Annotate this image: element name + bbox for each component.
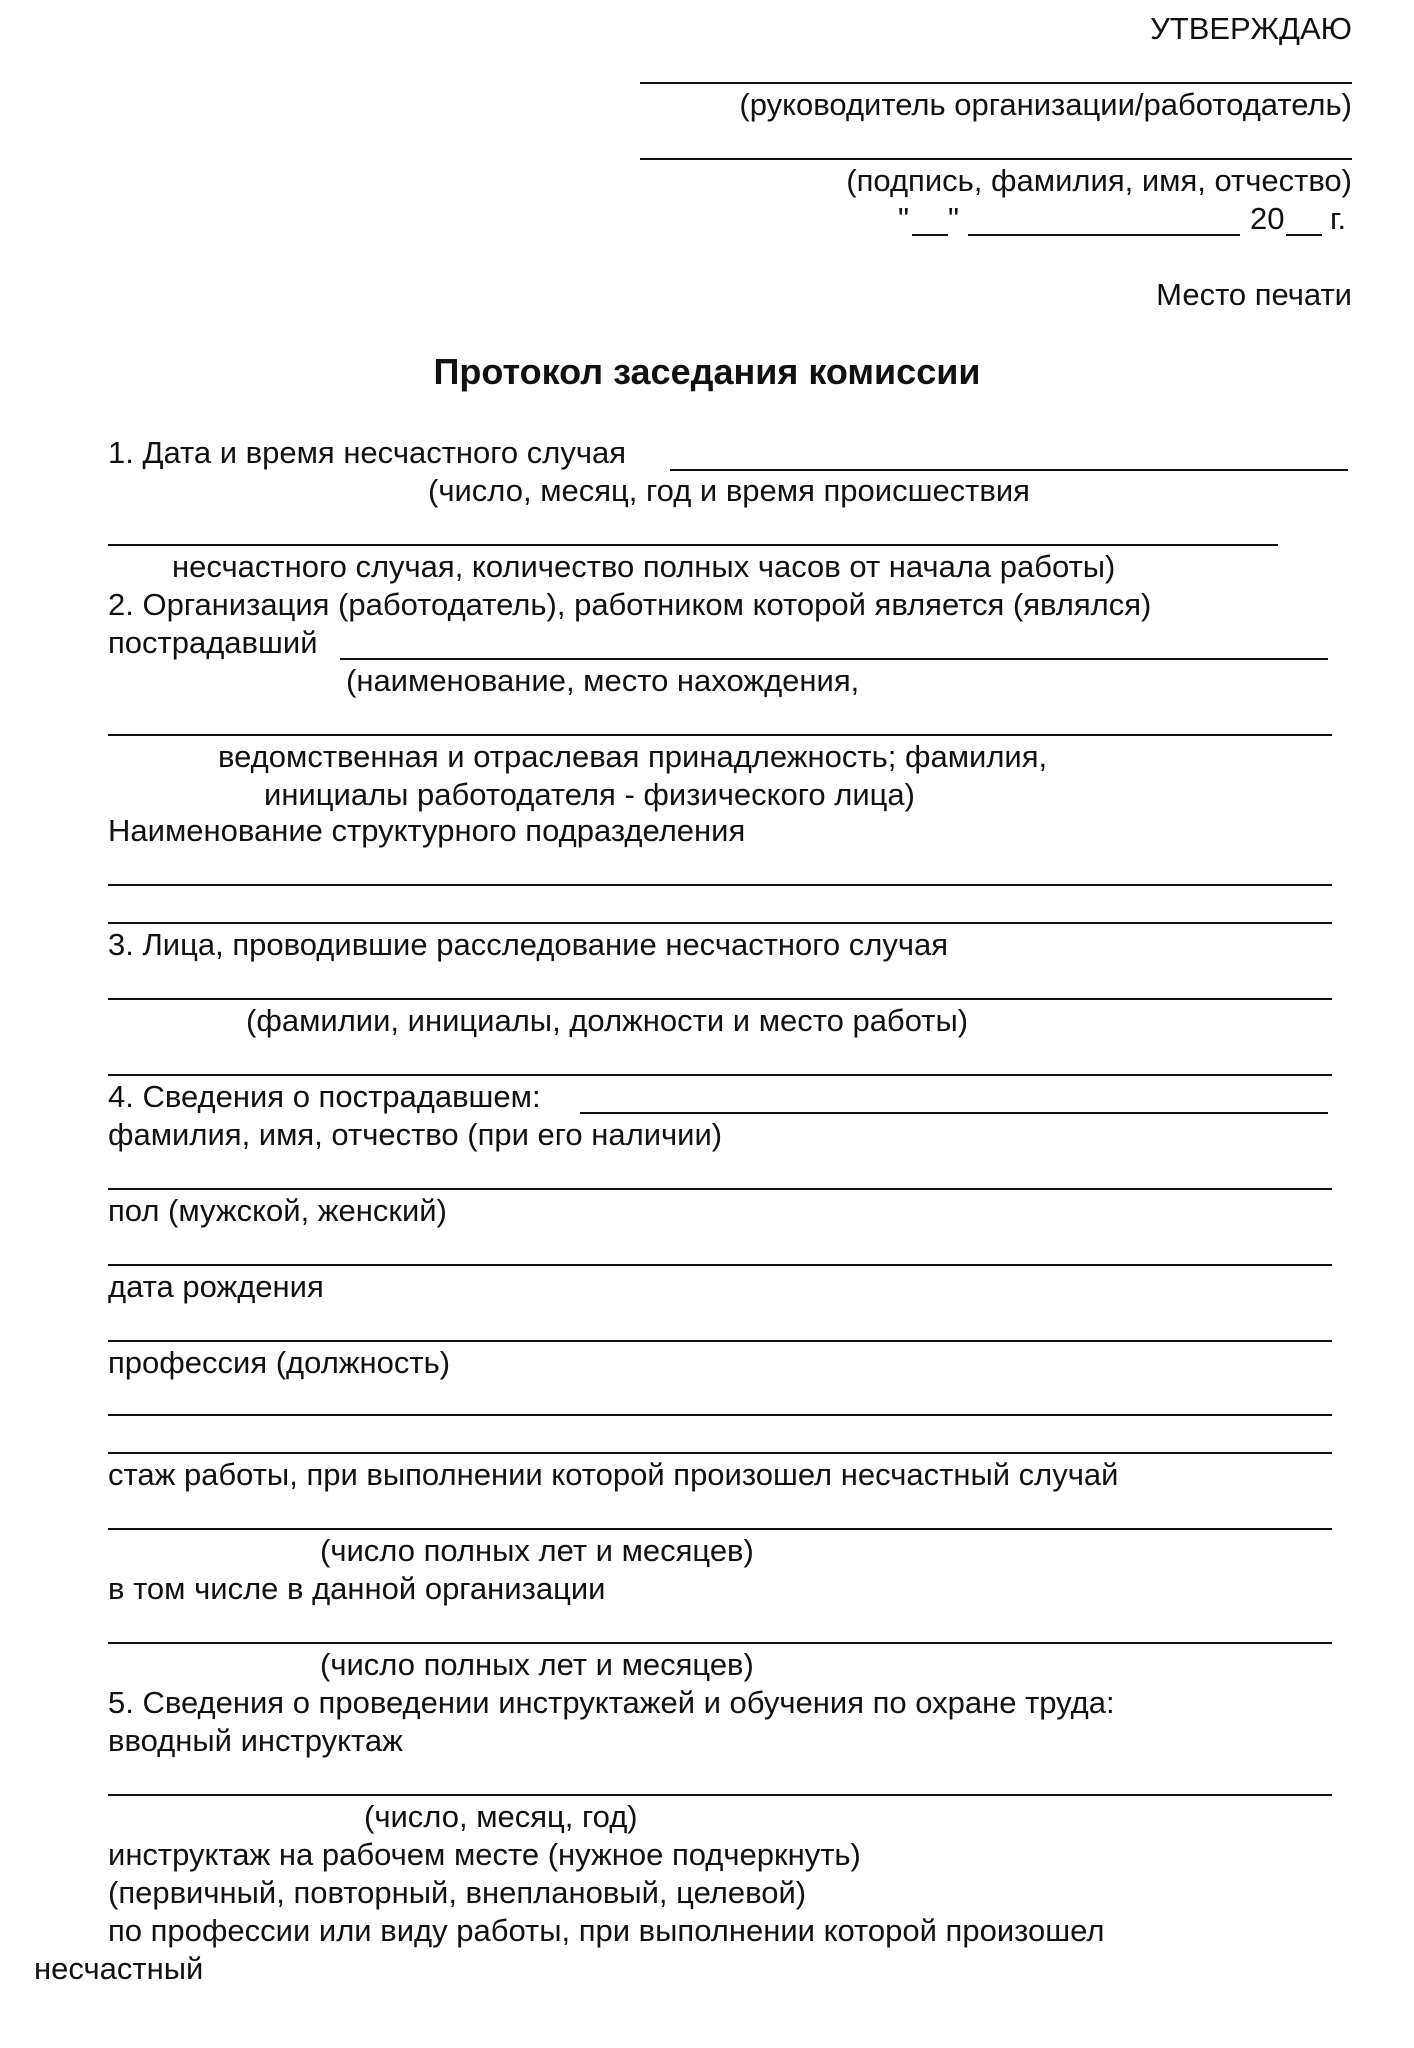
section-3-caption: (фамилии, инициалы, должности и место работы): [246, 1003, 969, 1038]
signature-caption: (подпись, фамилия, имя, отчество): [846, 163, 1352, 198]
date-open-quote: ": [898, 201, 910, 236]
victim-experience-field[interactable]: [108, 1528, 1332, 1530]
briefing-types: (первичный, повторный, внеплановый, целевой): [108, 1875, 807, 1910]
subdivision-field-2[interactable]: [108, 922, 1332, 924]
victim-birth-label: дата рождения: [108, 1269, 324, 1304]
investigators-field-2[interactable]: [108, 1074, 1332, 1076]
section-1-caption-2: несчастного случая, количество полных часов от начала работы): [172, 549, 1116, 584]
victim-birth-field[interactable]: [108, 1340, 1332, 1342]
victim-org-experience-label: в том числе в данной организации: [108, 1571, 606, 1606]
organization-field[interactable]: [340, 658, 1328, 660]
victim-fio-field[interactable]: [108, 1188, 1332, 1190]
date-suffix: г.: [1330, 201, 1347, 236]
investigators-field[interactable]: [108, 998, 1332, 1000]
section-2-label: 2. Организация (работодатель), работником которой является (являлся): [108, 587, 1152, 622]
date-close-quote: ": [948, 201, 960, 236]
date-year-field[interactable]: [1286, 234, 1322, 236]
approver-role-caption: (руководитель организации/работодатель): [739, 87, 1352, 122]
section-4-label: 4. Сведения о пострадавшем:: [108, 1079, 541, 1114]
victim-profession-field[interactable]: [108, 1414, 1332, 1416]
intro-briefing-caption: (число, месяц, год): [364, 1799, 638, 1834]
victim-profession-field-2[interactable]: [108, 1452, 1332, 1454]
accident-datetime-field[interactable]: [670, 469, 1348, 471]
intro-briefing-label: вводный инструктаж: [108, 1723, 403, 1758]
approver-line[interactable]: [640, 82, 1352, 84]
approver-signature-line[interactable]: [640, 158, 1352, 160]
victim-info-field[interactable]: [580, 1112, 1328, 1114]
date-day-field[interactable]: [912, 234, 948, 236]
subdivision-field[interactable]: [108, 884, 1332, 886]
victim-experience-caption: (число полных лет и месяцев): [320, 1533, 754, 1568]
document-title: Протокол заседания комиссии: [433, 351, 981, 392]
accident-datetime-field-2[interactable]: [108, 544, 1278, 546]
stamp-place: Место печати: [1156, 277, 1352, 312]
section-5-label: 5. Сведения о проведении инструктажей и обучения по охране труда:: [108, 1685, 1115, 1720]
section-2-caption-2: ведомственная и отраслевая принадлежность; фамилия,: [218, 739, 1048, 774]
section-3-label: 3. Лица, проводившие расследование несчастного случая: [108, 927, 949, 962]
victim-sex-label: пол (мужской, женский): [108, 1193, 447, 1228]
briefing-continuation: несчастный: [34, 1951, 204, 1986]
section-1-label: 1. Дата и время несчастного случая: [108, 435, 627, 470]
date-year-prefix: 20: [1250, 201, 1285, 236]
approval-heading: УТВЕРЖДАЮ: [1150, 11, 1352, 46]
victim-sex-field[interactable]: [108, 1264, 1332, 1266]
briefing-by-profession: по профессии или виду работы, при выполнении которой произошел: [108, 1913, 1105, 1948]
victim-org-experience-caption: (число полных лет и месяцев): [320, 1647, 754, 1682]
section-2-label-2: пострадавший: [108, 625, 318, 660]
date-month-field[interactable]: [968, 234, 1240, 236]
victim-org-experience-field[interactable]: [108, 1642, 1332, 1644]
victim-experience-label: стаж работы, при выполнении которой произошел несчастный случай: [108, 1457, 1119, 1492]
section-2-caption-3: инициалы работодателя - физического лица): [264, 777, 915, 812]
victim-fio-label: фамилия, имя, отчество (при его наличии): [108, 1117, 723, 1152]
victim-profession-label: профессия (должность): [108, 1345, 451, 1380]
section-1-caption-1: (число, месяц, год и время происшествия: [428, 473, 1030, 508]
workplace-briefing-label: инструктаж на рабочем месте (нужное подчеркнуть): [108, 1837, 861, 1872]
subdivision-label: Наименование структурного подразделения: [108, 813, 746, 848]
organization-field-2[interactable]: [108, 734, 1332, 736]
intro-briefing-field[interactable]: [108, 1794, 1332, 1796]
section-2-caption-1: (наименование, место нахождения,: [346, 663, 860, 698]
